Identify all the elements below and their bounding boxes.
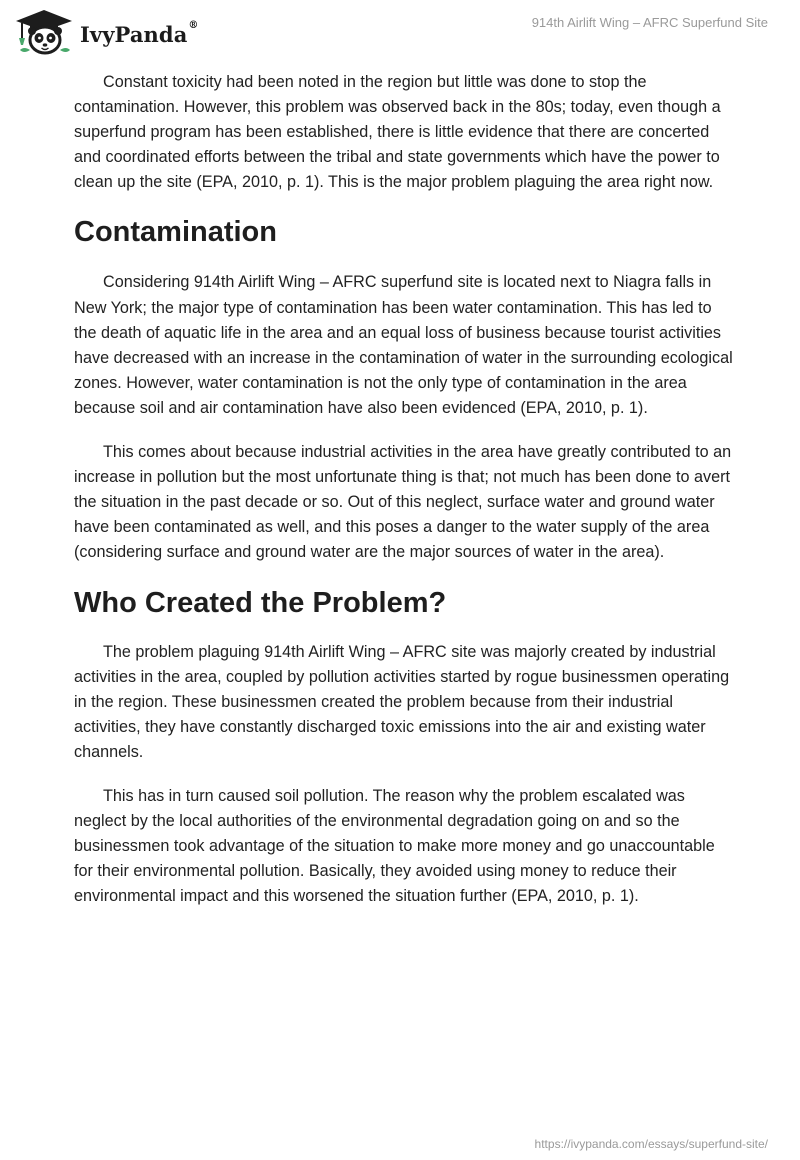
logo[interactable] [14, 8, 199, 56]
paragraph: This has in turn caused soil pollution. The reason why the problem escalated was neglect by the local authorities of the environmental degradation going on and so the businessmen took advantage of the situation to make more money and go unaccountable for their environmental pollution. Basically, they avoided using money to reduce their environmental impact and this worsened the situation further (EPA, 2010, p. 1). [74, 786, 715, 906]
document-title: 914th Airlift Wing – AFRC Superfund Site [531, 15, 768, 30]
essay-content [74, 70, 734, 928]
paragraph: This comes about because industrial activities in the area have greatly contributed to an increase in pollution but the most unfortunate thing is that; not much has been done to avert the situation in the past decade or so. Out of this neglect, surface water and ground water have been contaminated as well, and this poses a danger to the water supply of the area (considering surface and ground water are the major sources of water in the area). [74, 443, 732, 562]
brand-name: IvyPanda® [80, 19, 199, 47]
page-header [0, 0, 800, 64]
paragraph: Constant toxicity had been noted in the region but little was done to stop the contamination. However, this problem was observed back in the 80s; today, even though a superfund program has been established, there is little evidence that there are concerted and coordinated efforts between the tribal and state governments which have the power to clean up the site (EPA, 2010, p. 1). This is the major problem plaguing the area right now. [74, 73, 721, 192]
paragraph: Considering 914th Airlift Wing – AFRC superfund site is located next to Niagra falls in New York; the major type of contamination has been water contamination. This has led to the death of aquatic life in the area and an equal loss of business because tourist activities have decreased with an increase in the contamination of water in the surrounding ecological zones. However, water contamination is not the only type of contamination in the area because soil and air contamination have also been evidenced (EPA, 2010, p. 1). [74, 273, 733, 417]
section-heading-contamination: Contamination [74, 216, 277, 249]
panda-graduation-cap-icon [14, 8, 74, 56]
source-url[interactable]: https://ivypanda.com/essays/superfund-site/ [534, 1137, 768, 1151]
paragraph: The problem plaguing 914th Airlift Wing – AFRC site was majorly created by industrial activities in the area, coupled by pollution activities started by rogue businessmen operating in the region. These businessmen created the problem because from their industrial activities, they have constantly discharged toxic emissions into the air and existing water channels. [74, 642, 730, 761]
section-heading-who-created: Who Created the Problem? [74, 586, 447, 619]
